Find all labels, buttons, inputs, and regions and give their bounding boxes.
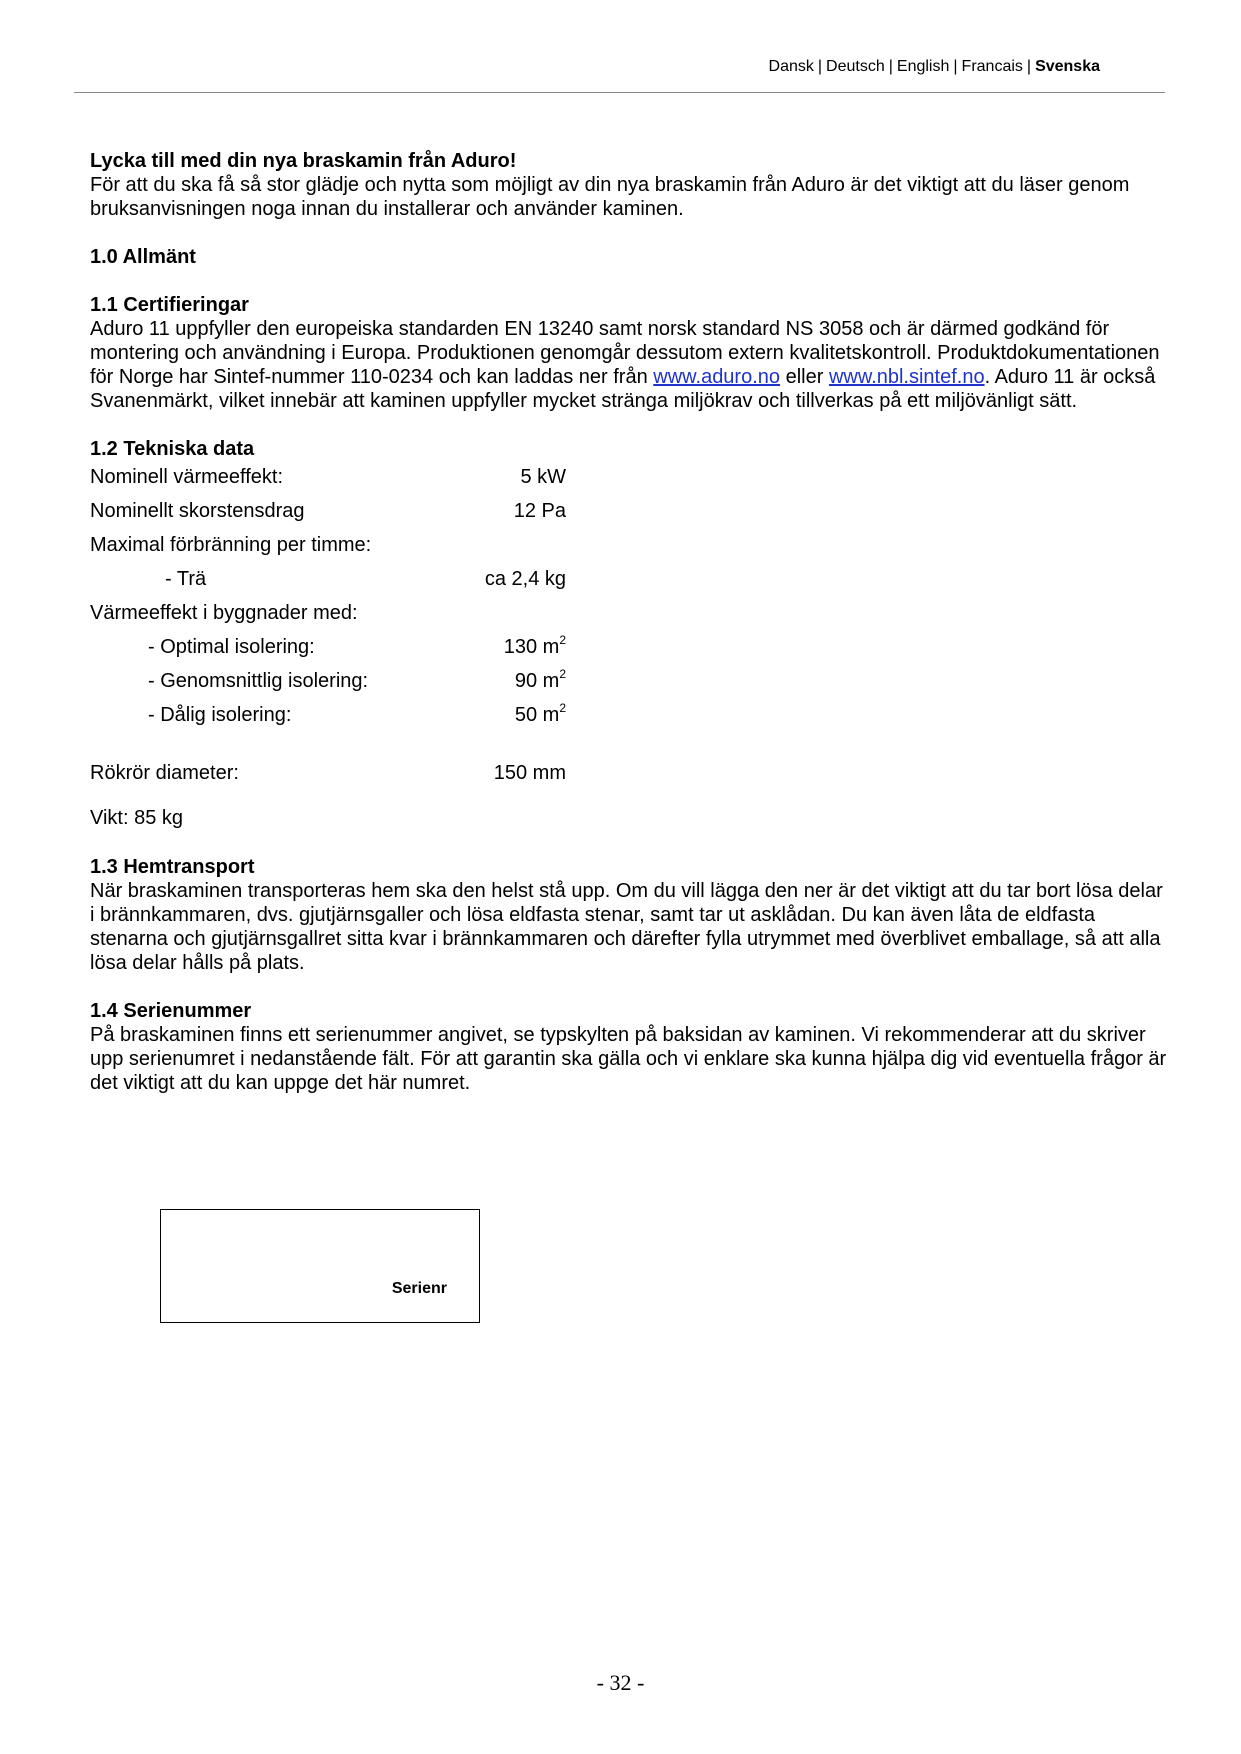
section-heading-transport: 1.3 Hemtransport: [90, 856, 255, 878]
sintef-link[interactable]: www.nbl.sintef.no: [828, 366, 985, 388]
spec-label: Maximal förbränning per timme:: [90, 534, 372, 556]
spec-row: [90, 494, 590, 528]
spec-row: [90, 630, 590, 664]
spec-value: [504, 630, 566, 664]
lang-link-dansk[interactable]: Dansk: [768, 58, 814, 75]
spec-label: - Dålig isolering:: [148, 704, 292, 726]
spec-row: [90, 756, 590, 790]
spec-row: [90, 698, 590, 732]
lang-link-english[interactable]: English: [896, 58, 950, 75]
lang-separator: |: [1026, 58, 1032, 75]
lang-separator: |: [817, 58, 823, 75]
spec-label: Värmeeffekt i byggnader med:: [90, 602, 358, 624]
unit-exponent: 2: [559, 701, 566, 715]
unit-exponent: 2: [559, 667, 566, 681]
certifications-text: Aduro 11 uppfyller den europeiska standarden EN 13240 samt norsk standard NS 3058 och är därmed godkänd för montering och användning i Europa. Produktionen genomgår dessutom extern kvalitetskontroll. Produktdokumentationen för Norge har Sintef-nummer 110-0234 och kan laddas ner från: [90, 318, 1160, 388]
spec-value: 12 Pa: [513, 500, 566, 522]
spec-value: [515, 664, 566, 698]
spec-label: - Genomsnittlig isolering:: [148, 670, 369, 692]
spec-value: 150 mm: [493, 762, 566, 784]
spec-label: - Optimal isolering:: [148, 636, 315, 658]
lang-link-deutsch[interactable]: Deutsch: [826, 58, 885, 75]
technical-data-table: [90, 460, 590, 790]
unit-exponent: 2: [559, 633, 566, 647]
serial-number-label: Serienr: [391, 1280, 447, 1297]
spec-label: Rökrör diameter:: [90, 762, 239, 784]
header-divider: [74, 92, 1165, 93]
serial-number-paragraph: På braskaminen finns ett serienummer angivet, se typskylten på baksidan av kaminen. Vi rekommenderar att du skriver upp serienumret i nedanstående fält. För att garantin ska gälla och vi enklare ska kunna hjälpa dig vid eventuella frågor är det viktigt att du kan uppge det här numret.: [90, 1024, 1167, 1094]
section-heading-general: 1.0 Allmänt: [90, 246, 196, 268]
value-number: 130 m: [503, 636, 560, 658]
page-title: Lycka till med din nya braskamin från Aduro!: [90, 150, 517, 172]
spec-row: [90, 460, 590, 494]
weight-line: Vikt: 85 kg: [90, 807, 184, 829]
spec-row: [90, 664, 590, 698]
spec-value: [515, 698, 566, 732]
lang-link-francais[interactable]: Francais: [961, 58, 1023, 75]
section-heading-certifications: 1.1 Certifieringar: [90, 294, 249, 316]
section-heading-technical-data: 1.2 Tekniska data: [90, 438, 255, 460]
aduro-link[interactable]: www.aduro.no: [653, 366, 781, 388]
spec-label: - Trä: [165, 568, 207, 590]
spec-value: 5 kW: [520, 466, 566, 488]
page-number: - 32 -: [596, 1670, 645, 1695]
spec-row: [90, 562, 590, 596]
spec-row: [90, 596, 590, 630]
certifications-text: eller: [780, 366, 829, 388]
lang-separator: |: [953, 58, 958, 75]
lang-link-svenska[interactable]: Svenska: [1035, 58, 1100, 75]
spec-label: Nominellt skorstensdrag: [90, 500, 305, 522]
intro-paragraph: För att du ska få så stor glädje och nytta som möjligt av din nya braskamin från Aduro är det viktigt att du läser genom bruksanvisningen noga innan du installerar och använder kaminen.: [90, 174, 1130, 220]
certifications-text: . Aduro 11 är också Svanenmärkt, vilket innebär att kaminen uppfyller mycket stränga miljökrav och tillverkas på ett miljövänligt sätt.: [90, 366, 1156, 412]
certifications-paragraph: [90, 317, 1170, 413]
document-body: [90, 149, 1170, 1095]
spec-value: ca 2,4 kg: [484, 568, 566, 590]
serial-number-field[interactable]: [160, 1209, 480, 1323]
lang-separator: |: [888, 58, 893, 75]
transport-paragraph: När braskaminen transporteras hem ska den helst stå upp. Om du vill lägga den ner är det viktigt att du tar bort lösa delar i brännkammaren, dvs. gjutjärnsgaller och lösa eldfasta stenar, samt tar ut asklådan. Du kan även låta de eldfasta stenarna och gjutjärnsgallret sitta kvar i brännkammaren och därefter fylla utrymmet med överblivet emballage, så att alla lösa delar hålls på plats.: [90, 880, 1163, 974]
spec-label: Nominell värmeeffekt:: [90, 466, 284, 488]
section-heading-serial-number: 1.4 Serienummer: [90, 1000, 252, 1022]
spec-row: [90, 528, 590, 562]
value-number: 90 m: [514, 670, 560, 692]
value-number: 50 m: [514, 704, 560, 726]
language-selector: [769, 57, 1100, 77]
